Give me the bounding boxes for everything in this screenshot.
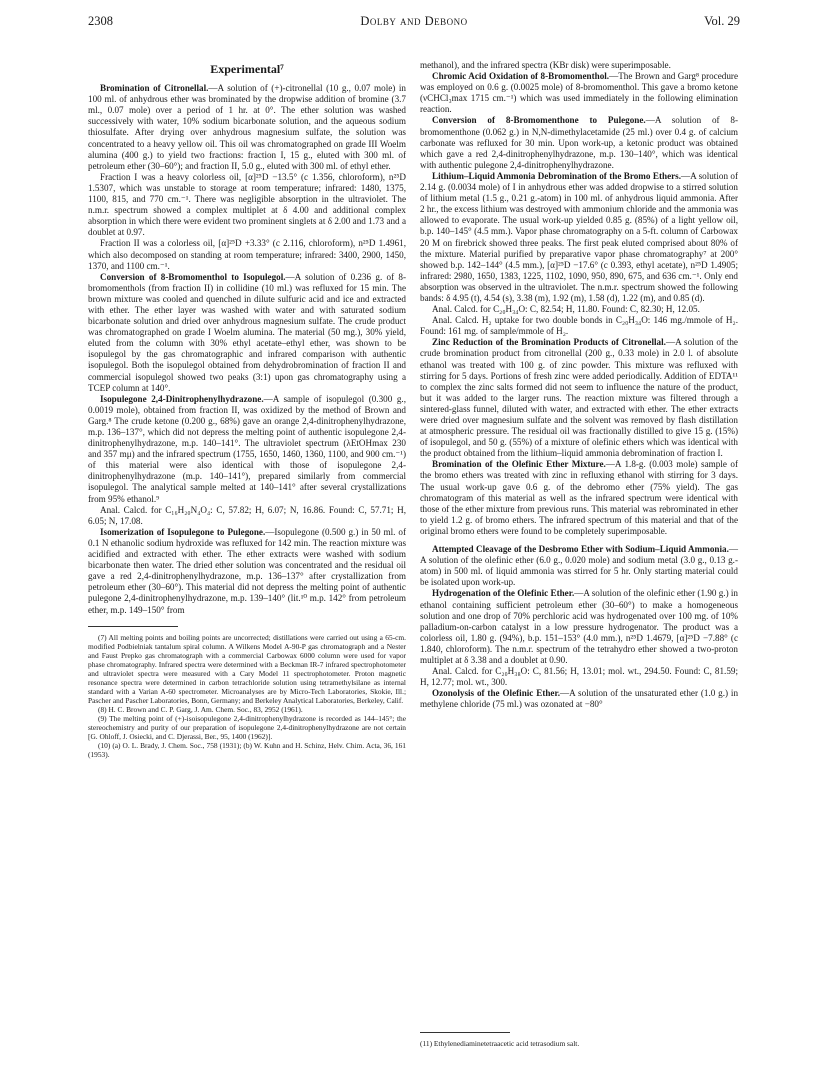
right-paragraph: [420, 115, 738, 170]
paragraph-heading: Lithium–Liquid Ammonia Debromination of the Bromo Ethers.: [432, 170, 681, 181]
footnote-11: (11) Ethylenediaminetetraacetic acid tetrasodium salt.: [420, 1039, 580, 1048]
paragraph-heading: Attempted Cleavage of the Desbromo Ether with Sodium–Liquid Ammonia.: [432, 544, 729, 555]
paragraph-text: —A 1.8-g. (0.003 mole) sample of the bromo ethers was treated with zinc in refluxing ethanol with stirring for 3 days. The usual work-up gave 0.6 g. of the debromo ether (75% yield). The gas chromatogram of this material as well as the infrared spectrum were identical with those of the ether mixture from previous runs. This material was rebrominated in ether to yield 1.2 g. of bromo ethers. The infrared spectrum of this material and that of the original bromo ethers were found to be completely superimposable.: [420, 459, 738, 536]
right-footnote-area: [420, 1032, 738, 1048]
paragraph-text: —A solution of 2.14 g. (0.0034 mole) of I in anhydrous ether was added dropwise to a stirred solution of lithium metal (1.5 g., 0.21 g.-atom) in 100 ml. of anhydrous liquid ammonia. After 2 hr., the excess lithium was destroyed with ammonium chloride and the ammonia was allowed to evaporate. The usual work-up yielded 0.85 g. (85%) of a light yellow oil, b.p. 140–145° (4.5 mm.). Vapor phase chromatography on a 5-ft. column of Carbowax 20 M on firebrick showed three peaks. The first peak eluted comprised about 80% of the mixture. Material purified by preparative vapor phase chromatography⁷ at 200° showed b.p. 142–144° (4.5 mm.), [α]²⁵D −17.6° (c 0.393, ethyl acetate), n²⁵D 1.4905; infrared: 2980, 1650, 1383, 1225, 1102, 1090, 950, 890, 675, and 636 cm.⁻¹. Only end absorption was observed in the ultraviolet. The n.m.r. spectrum showed the following bands: δ 4.95 (t), 4.54 (s), 3.38 (m), 1.92 (m), 1.58 (d), 1.22 (m), and 0.85 (d).: [420, 170, 738, 303]
paragraph-text: Anal. Calcd. for C₂₀H₃₄O: C, 82.54; H, 11.80. Found: C, 82.30; H, 12.05.: [432, 304, 700, 315]
page-number: 2308: [88, 14, 113, 28]
paragraph-text: —A solution of 0.236 g. of 8-bromomenthols (from fraction II) in collidine (10 ml.) was refluxed for 15 min. The brown mixture was cooled and quenched in dilute sulfuric acid and ice and extracted with ether. The ether layer was washed with water and with saturated sodium bicarbonate solution and dried over anhydrous magnesium sulfate. The crude product was chromatographed on grade I Woelm alumina. The material (50 mg.), 30% yield, eluted from the column with 30% ethyl acetate–ethyl ether, was shown to be isopulegol by the gas chromatographic and infrared comparison with authentic isopulegol. Both the isopulegol obtained from dehydrobromination of fraction II and commercial isopulegol showed two peaks (3:1) upon gas chromatography using a TCEP column at 140°.: [88, 271, 406, 393]
paragraph-text: Fraction II was a colorless oil, [α]²⁵D +3.33° (c 2.116, chloroform), n²⁵D 1.4961, which also decomposed on standing at room temperature; infrared: 3400, 2900, 1450, 1370, and 1100 cm.⁻¹.: [88, 238, 406, 271]
paragraph-heading: Isomerization of Isopulegone to Pulegone.: [100, 526, 266, 537]
left-paragraph: [88, 238, 406, 271]
paragraph-heading: Conversion of 8-Bromomenthol to Isopulegol.: [100, 271, 286, 282]
paragraph-text: Anal. Calcd. H₂ uptake for two double bonds in C₂₀H₃₄O: 146 mg./mmole of H₂. Found: 161 mg. of sample/mmole of H₂.: [420, 315, 738, 337]
paragraph-text: —Isopulegone (0.500 g.) in 50 ml. of 0.1 N ethanolic sodium hydroxide was refluxed for 142 min. The reaction mixture was acidified and extracted with ether. The ether extracts were washed with sodium bicarbonate then water. The dried ether solution was concentrated and the residual oil gave a red 2,4-dinitrophenylhydrazone, m.p. 136–137° after crystallization from petroleum ether (30–60°). This material did not depress the melting point of authentic pulegone 2,4-dinitrophenylhydrazone, m.p. 139–140° (lit.¹⁰ m.p. 142° from petroleum ether, m.p. 149–150° from: [88, 526, 407, 615]
paragraph-text: Anal. Calcd. for C₂₀H₃₈O: C, 81.56; H, 13.01; mol. wt., 294.50. Found: C, 81.59; H, 12.77; mol. wt., 300.: [420, 666, 738, 688]
paragraph-text: —A solution of the olefinic ether (6.0 g., 0.020 mole) and sodium metal (3.0 g., 0.13 g.-atom) in 500 ml. of liquid ammonia was stirred for 5 hr. Only starting material could be isolated upon work-up.: [420, 544, 738, 588]
paragraph-heading: Conversion of 8-Bromomenthone to Pulegone.: [432, 115, 646, 126]
paragraph-text: —A solution of 8-bromomenthone (0.062 g.) in N,N-dimethylacetamide (25 ml.) over 0.4 g. of calcium carbonate was refluxed for 30 min. Upon work-up, a ketonic product was obtained which gave a red 2,4-dinitrophenylhydrazone, m.p. 130–140°, which was identical with authentic pulegone 2,4-dinitrophenylhydrazone.: [420, 115, 738, 170]
paragraph-text: —The Brown and Garg⁸ procedure was employed on 0.6 g. (0.0025 mole) of 8-bromomenthol. This gave a bromo ketone (νCHCl₃max 1715 cm.⁻¹) which was used immediately in the following elimination reaction.: [420, 71, 738, 115]
paragraph-text: methanol), and the infrared spectra (KBr disk) were superimposable.: [420, 60, 671, 70]
running-head: Dolby and Debono: [360, 14, 468, 28]
footnote: (9) The melting point of (+)-isoisopulegone 2,4-dinitrophenylhydrazone is recorded as 144–145°; the stereochemistry and purity of our preparation of isopulegone 2,4-dinitrophenylhydrazone are not certain [G. Ohloff, J. Osiecki, and C. Djerassi, Ber., 95, 1400 (1962)].: [88, 713, 406, 741]
paragraph-text: —A sample of isopulegol (0.300 g., 0.0019 mole), obtained from fraction II, was oxidized by the method of Brown and Garg.⁸ The crude ketone (0.200 g., 68%) gave an orange 2,4-dinitrophenylhydrazone, m.p. 136–137°, which did not depress the melting point of authentic isopulegone 2,4-dinitrophenylhydrazone, m.p. 140–141°. The ultraviolet spectrum (λEtOHmax 230 and 357 mμ) and the infrared spectrum (1755, 1650, 1460, 1360, 1100, and 900 cm.⁻¹) of this material were also identical with those of isopulegone 2,4-dinitrophenylhydrazone (m.p. 140–141°), prepared similarly from commercial isopulegol. The analytical sample melted at 140–141° after several crystallizations from 95% ethanol.⁹: [88, 393, 406, 504]
paragraph-heading: Chromic Acid Oxidation of 8-Bromomenthol.: [432, 71, 610, 82]
paragraph-heading: Bromination of Citronellal.: [100, 83, 209, 94]
left-paragraph: [88, 394, 406, 505]
paragraph-text: —A solution of (+)-citronellal (10 g., 0.07 mole) in 100 ml. of anhydrous ether was brominated by the dropwise addition of bromine (3.7 ml., 0.07 mole) over a period of 1 hr. at 0°. The ether solution was washed successively with water, 10% sodium bicarbonate solution, and the aqueous sodium thiosulfate. After drying over anhydrous magnesium sulfate, the solution was concentrated to a heavy yellow oil. This oil was chromatographed on grade III Woelm alumina (400 g.) to yield two fractions: fraction I, 15 g., eluted with 300 ml. of petroleum ether (30–60°); and fraction II, 5.0 g., eluted with 300 ml. of ethyl ether.: [88, 83, 406, 171]
right-paragraph: [420, 588, 738, 666]
right-paragraph: [420, 337, 738, 459]
footnote-rule: [88, 626, 178, 627]
right-paragraph: [420, 171, 738, 304]
right-paragraphs: [420, 60, 738, 710]
section-title: Experimental⁷: [210, 62, 284, 76]
right-paragraph: [420, 688, 738, 710]
left-paragraph: [88, 172, 406, 239]
right-column: [420, 60, 738, 710]
footnote: (7) All melting points and boiling points are uncorrected; distillations were carried out using a 65-cm. modified Podbielniak tantalum spiral column. A Wilkens Model A-90-P gas chromatograph and a Nester and Faust Prepko gas chromatograph with a commercial Carbowax 6000 column were used for vapor phase chromatography. Infrared spectra were determined with a Beckman IR-7 infrared spectrophotometer and ultraviolet spectra were measured with a Cary Model 11 spectrophotometer. Proton magnetic resonance spectra were determined in carbon tetrachloride solution using tetramethylsilane as internal standard with a Varian A-60 spectrometer. Microanalyses are by Micro-Tech Laboratories, Skokie, Ill.; Pascher and Pascher Laboratories, Bonn, Germany; and Berkeley Analytical Laboratories, Berkeley, Calif.: [88, 632, 406, 705]
footnote: (10) (a) O. L. Brady, J. Chem. Soc., 758 (1931); (b) W. Kuhn and H. Schinz, Helv. Chim. Acta, 36, 161 (1953).: [88, 740, 406, 759]
volume-label: Vol. 29: [704, 14, 740, 28]
right-paragraph: [420, 71, 738, 115]
left-paragraph: [88, 527, 406, 616]
left-column: [88, 60, 406, 759]
paragraph-heading: Zinc Reduction of the Bromination Products of Citronellal.: [432, 337, 666, 348]
paragraph-heading: Hydrogenation of the Olefinic Ether.: [432, 588, 575, 599]
left-paragraph: [88, 272, 406, 394]
paragraph-text: —A solution of the unsaturated ether (1.0 g.) in methylene chloride (75 ml.) was ozonated at −80°: [420, 688, 739, 710]
paragraph-text: Fraction I was a heavy colorless oil, [α]²⁵D −13.5° (c 1.356, chloroform), n²⁵D 1.5307, which was unstable to storage at room temperature; infrared: 1480, 1375, 1100, 815, and 770 cm.⁻¹. There was negligible absorption in the ultraviolet. The n.m.r. spectrum showed a complex multiplet at δ 4.00 and additional complex absorption in which there were evident two prominent singlets at δ 2.00 and 1.73 and a doublet at 0.97.: [88, 171, 406, 238]
right-paragraph: [420, 304, 738, 315]
running-header: [88, 14, 740, 32]
left-footnotes: [88, 633, 406, 759]
right-paragraph: [420, 60, 738, 71]
left-paragraphs: [88, 83, 406, 616]
left-paragraph: [88, 83, 406, 172]
paragraph-text: —A solution of the crude bromination product from citronellal (200 g., 0.33 mole) in 2.0 l. of absolute ethanol was treated with 100 g. of zinc powder. This mixture was refluxed with stirring for 5 days. Portions of fresh zinc were added periodically. Addition of EDTA¹¹ to complex the zinc salts formed did not seem to influence the nature of the product, but it was added to the larger runs. The reaction mixture was filtered through a sintered-glass funnel, diluted with water, and extracted with ether. The ether extracts were dried over magnesium sulfate and the solvent was removed by flash distillation at atmospheric pressure. The residual oil was fractionally distilled to give 15 g. (15%) of isopulegol, and 50 g. (55%) of a mixture of olefinic ethers which was identical with the product obtained from the lithium–liquid ammonia debromination of fraction I.: [420, 337, 738, 459]
paragraph-spacer: [420, 537, 738, 544]
paragraph-heading: Ozonolysis of the Olefinic Ether.: [432, 688, 560, 699]
right-paragraph: [420, 459, 738, 537]
footnote: (8) H. C. Brown and C. P. Garg, J. Am. Chem. Soc., 83, 2952 (1961).: [98, 704, 303, 714]
right-paragraph: [420, 315, 738, 337]
footnote-rule-right: [420, 1032, 510, 1033]
paragraph-heading: Isopulegone 2,4-Dinitrophenylhydrazone.: [100, 393, 264, 404]
left-paragraph: [88, 505, 406, 527]
paragraph-heading: Bromination of the Olefinic Ether Mixture.: [432, 459, 606, 470]
right-paragraph: [420, 544, 738, 588]
right-paragraph: [420, 666, 738, 688]
paragraph-text: —A solution of the olefinic ether (1.90 g.) in ethanol containing sufficient petroleum ether (30–60°) to make a homogeneous solution and one drop of 70% perchloric acid was hydrogenated over 100 mg. of 10% palladium-on-carbon catalyst in a low pressure hydrogenator. The product was a colorless oil, 1.80 g. (94%), b.p. 151–153° (4.0 mm.), n²⁵D 1.4679, [α]²⁵D −7.88° (c 1.840, chloroform). The n.m.r. spectrum of the tetrahydro ether showed a two-proton multiplet at δ 3.38 and a doublet at 0.90.: [420, 588, 738, 665]
paragraph-text: Anal. Calcd. for C₁₆H₂₀N₄O₄: C, 57.82; H, 6.07; N, 16.86. Found: C, 57.71; H, 6.05; N, 17.08.: [88, 504, 406, 526]
